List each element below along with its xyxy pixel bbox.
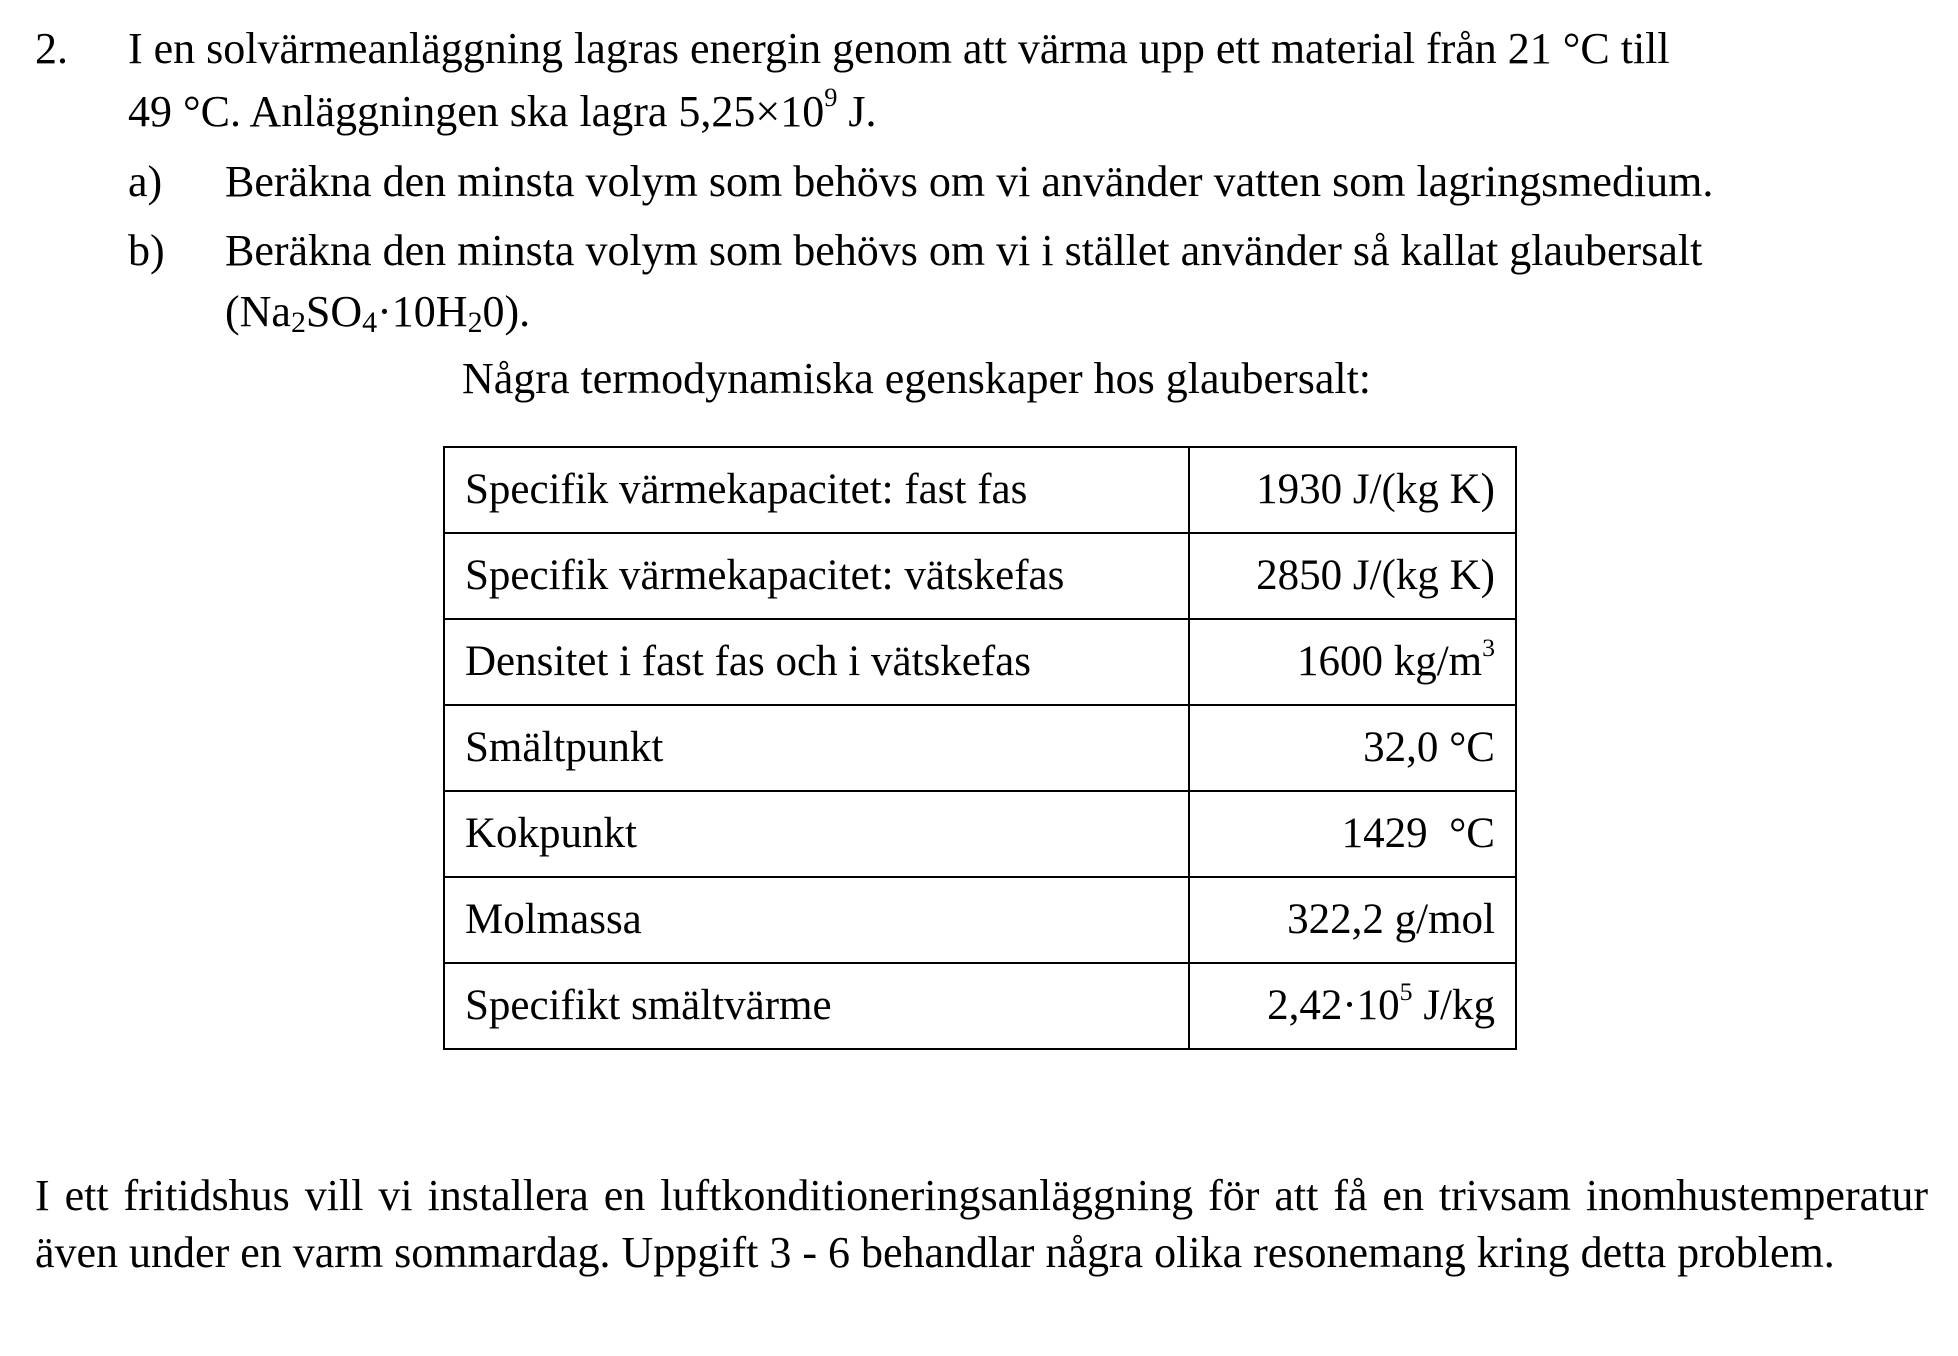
property-value: 2850 J/(kg K)	[1189, 533, 1516, 619]
problem-statement-line2	[128, 83, 877, 140]
density-value: 1600 kg/m	[1296, 638, 1483, 686]
property-label: Molmassa	[444, 877, 1189, 963]
subquestion-a-letter: a)	[128, 157, 163, 206]
property-value: 1930 J/(kg K)	[1189, 447, 1516, 533]
property-value	[1189, 619, 1516, 705]
formula-subscript: 2	[290, 305, 306, 339]
heat-of-fusion-unit: J/kg	[1412, 982, 1495, 1030]
table-row	[444, 705, 1516, 791]
properties-table	[443, 446, 1517, 1050]
closing-paragraph: I ett fritidshus vill vi installera en luftkonditioneringsanläggning för att få en trivsam inomhustemperatur även under en varm sommardag. Uppgift 3 - 6 behandlar några olika resonemang kring detta problem.	[35, 1171, 1928, 1278]
heat-of-fusion-exponent: 5	[1399, 976, 1413, 1006]
formula-subscript: 4	[362, 305, 378, 339]
property-label: Specifik värmekapacitet: fast fas	[444, 447, 1189, 533]
density-exponent: 3	[1482, 632, 1495, 662]
property-value	[1189, 963, 1516, 1049]
subquestion-b-text: Beräkna den minsta volym som behövs om vi i stället använder så kallat glaubersalt	[225, 226, 1703, 275]
table-row	[444, 619, 1516, 705]
formula-part: 0).	[482, 287, 531, 336]
subquestion-b-letter: b)	[128, 226, 165, 275]
property-label: Specifikt smältvärme	[444, 963, 1189, 1049]
property-label: Kokpunkt	[444, 791, 1189, 877]
formula-part: SO	[305, 287, 363, 336]
formula-part: (Na	[225, 287, 291, 336]
property-label: Densitet i fast fas och i vätskefas	[444, 619, 1189, 705]
property-value: 1429 °C	[1189, 791, 1516, 877]
property-label: Smältpunkt	[444, 705, 1189, 791]
property-value: 32,0 °C	[1189, 705, 1516, 791]
table-row	[444, 533, 1516, 619]
heat-of-fusion-value: 2,42·10	[1267, 982, 1400, 1030]
formula-part: ·10H	[377, 287, 468, 336]
property-label: Specifik värmekapacitet: vätskefas	[444, 533, 1189, 619]
subquestion-a-text: Beräkna den minsta volym som behövs om vi använder vatten som lagringsmedium.	[225, 157, 1714, 206]
energy-text: 49 °C. Anläggningen ska lagra 5,25×10	[128, 87, 825, 136]
table-row	[444, 447, 1516, 533]
property-value: 322,2 g/mol	[1189, 877, 1516, 963]
energy-exponent: 9	[824, 82, 838, 113]
table-caption: Några termodynamiska egenskaper hos glaubersalt:	[462, 354, 1372, 403]
problem-statement-line1: I en solvärmeanläggning lagras energin genom att värma upp ett material från 21 °C till	[128, 24, 1670, 73]
problem-number: 2.	[35, 24, 68, 73]
table-row	[444, 791, 1516, 877]
table-row	[444, 963, 1516, 1049]
formula-subscript: 2	[467, 305, 483, 339]
table-row	[444, 877, 1516, 963]
energy-unit: J.	[837, 87, 877, 136]
glaubersalt-formula	[225, 283, 530, 340]
